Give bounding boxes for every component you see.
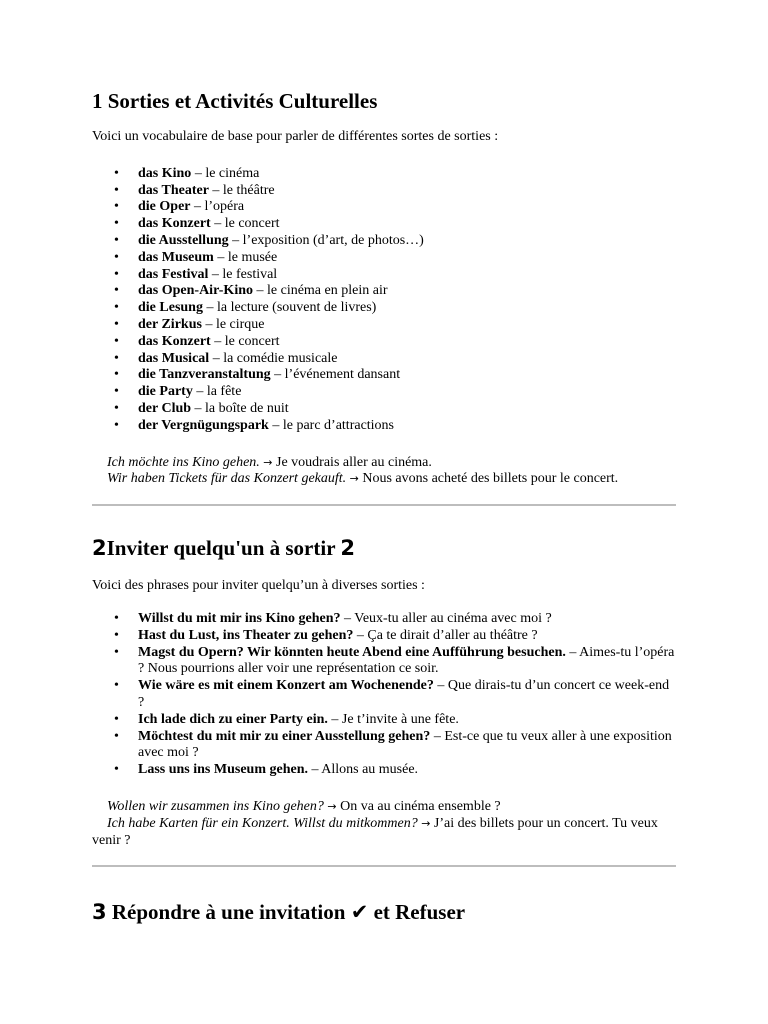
- list-item: • Möchtest du mit mir zu einer Ausstellung gehen? – Est-ce que tu veux aller à une exposition avec moi ?: [92, 729, 676, 763]
- section-title: [92, 506, 676, 560]
- example-sentences: [92, 455, 676, 489]
- list-item: • Magst du Opern? Wir könnten heute Abend eine Aufführung besuchen. – Aimes-tu l’opéra ? Nous pourrions aller voir une représentation ce soir.: [92, 645, 676, 679]
- section-title: [92, 0, 676, 113]
- list-item: • Lass uns ins Museum gehen. – Allons au musée.: [92, 762, 676, 779]
- list-item: • Willst du mit mir ins Kino gehen? – Veux-tu aller au cinéma avec moi ?: [92, 611, 676, 628]
- phrase-list: [92, 611, 676, 779]
- arrow-right-icon: →: [327, 799, 337, 813]
- section-title-text: Répondre à une invitation: [111, 900, 346, 925]
- list-item: • Hast du Lust, ins Theater zu gehen? – Ça te dirait d’aller au théâtre ?: [92, 628, 676, 645]
- example-sentence: Ich möchte ins Kino gehen. → Je voudrais aller au cinéma.: [107, 454, 432, 470]
- list-item: • der Zirkus – le cirque: [92, 317, 676, 334]
- example-sentence: Wir haben Tickets für das Konzert gekauft. → Nous avons acheté des billets pour le concert.: [107, 471, 619, 487]
- list-item: • das Konzert – le concert: [92, 334, 676, 351]
- list-item: • der Vergnügungspark – le parc d’attractions: [92, 418, 676, 435]
- list-item: • das Kino – le cinéma: [92, 166, 676, 183]
- list-item: • der Club – la boîte de nuit: [92, 401, 676, 418]
- example-sentence: Ich habe Karten für ein Konzert. Willst du mitkommen? → J’ai des billets pour un concert. Tu veux venir ?: [92, 815, 658, 848]
- list-item: • das Konzert – le concert: [92, 216, 676, 233]
- section-title: [92, 867, 676, 924]
- list-item: • das Theater – le théâtre: [92, 183, 676, 200]
- example-sentence: Wollen wir zusammen ins Kino gehen? → On va au cinéma ensemble ?: [107, 798, 501, 814]
- list-item: • die Ausstellung – l’exposition (d’art, de photos…): [92, 233, 676, 250]
- section-number: 2: [92, 536, 107, 561]
- arrow-right-icon: →: [263, 455, 273, 469]
- section-number-end: 2: [340, 536, 356, 561]
- vocabulary-list: [92, 166, 676, 435]
- section-intro: Voici des phrases pour inviter quelqu’un à diverses sorties :: [92, 578, 425, 594]
- list-item: • das Museum – le musée: [92, 250, 676, 267]
- list-item: • das Festival – le festival: [92, 267, 676, 284]
- list-item: • Ich lade dich zu einer Party ein. – Je t’invite à une fête.: [92, 712, 676, 729]
- list-item: • die Oper – l’opéra: [92, 199, 676, 216]
- section-title-text: Inviter quelqu'un à sortir: [106, 536, 336, 561]
- arrow-right-icon: →: [349, 472, 359, 486]
- section-number: 1: [92, 89, 103, 113]
- list-item: • die Tanzveranstaltung – l’événement dansant: [92, 367, 676, 384]
- list-item: • die Lesung – la lecture (souvent de livres): [92, 300, 676, 317]
- section-inviter: [92, 506, 676, 867]
- section-sorties: [92, 0, 676, 506]
- list-item: • Wie wäre es mit einem Konzert am Wochenende? – Que dirais-tu d’un concert ce week-end ?: [92, 678, 676, 712]
- list-item: • die Party – la fête: [92, 384, 676, 401]
- section-repondre: [92, 867, 676, 924]
- list-item: • das Open-Air-Kino – le cinéma en plein air: [92, 283, 676, 300]
- example-sentences: [92, 799, 676, 849]
- list-item: • das Musical – la comédie musicale: [92, 351, 676, 368]
- checkmark-icon: ✔: [350, 900, 369, 925]
- section-title-text: Sorties et Activités Culturelles: [107, 89, 378, 113]
- section-number: 3: [92, 900, 107, 925]
- section-intro: Voici un vocabulaire de base pour parler de différentes sortes de sorties :: [92, 129, 499, 144]
- arrow-right-icon: →: [421, 816, 431, 830]
- section-title-text-2: et Refuser: [373, 900, 466, 925]
